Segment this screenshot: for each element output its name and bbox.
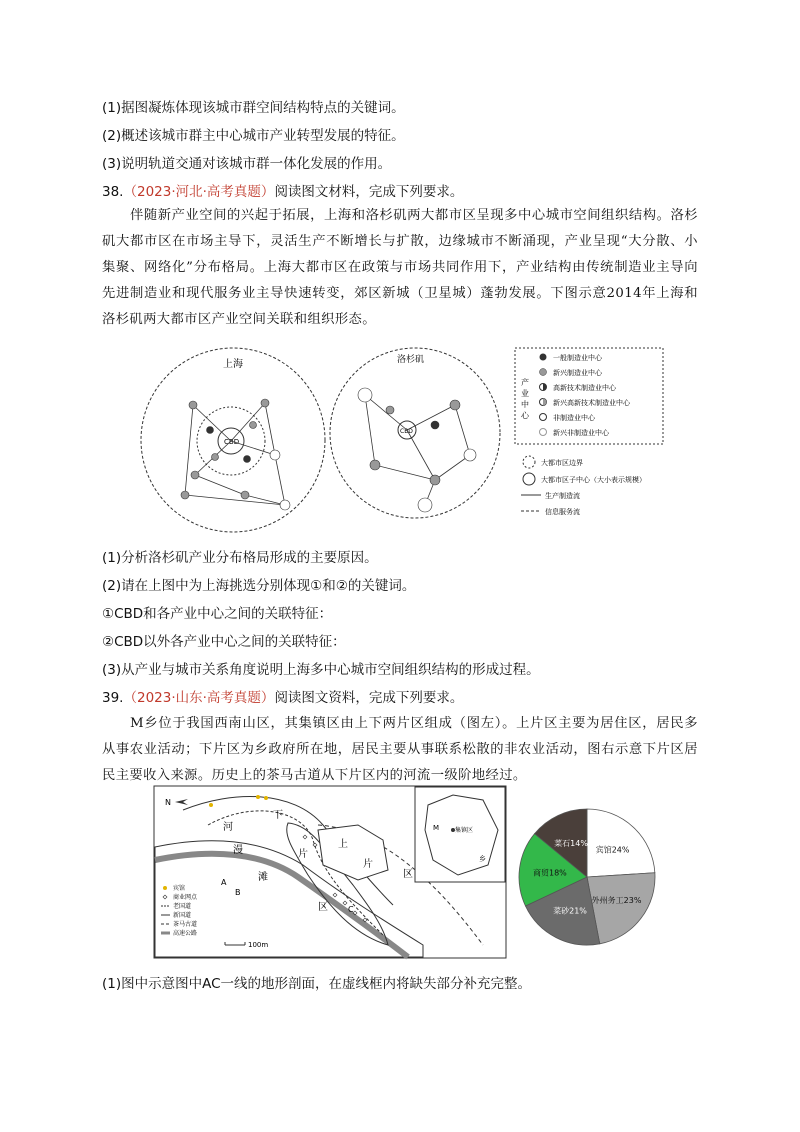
pie-slice-0 — [587, 809, 655, 877]
township-map — [153, 785, 508, 960]
svg-text:新国道: 新国道 — [173, 912, 192, 919]
q37-sub1: (1)据图凝炼体现该城市群空间结构特点的关键词。 — [102, 100, 405, 116]
svg-text:新兴高新技术制造业中心: 新兴高新技术制造业中心 — [553, 399, 630, 407]
svg-text:高新技术制造业中心: 高新技术制造业中心 — [553, 384, 616, 392]
svg-text:新兴制造业中心: 新兴制造业中心 — [553, 369, 602, 377]
q38-sub1: (1)分析洛杉矶产业分布格局形成的主要原因。 — [102, 550, 378, 566]
la-links — [365, 395, 470, 505]
q38-number: 38. — [102, 184, 124, 200]
q38-sub2: (2)请在上图中为上海挑选分别体现①和②的关键词。 — [102, 578, 416, 594]
svg-text:漫: 漫 — [233, 845, 243, 856]
inset-frame — [415, 787, 505, 882]
q39-sub1: (1)图中示意图中AC一线的地形剖面，在虚线框内将缺失部分补充完整。 — [102, 976, 532, 992]
q38-source: （2023·河北·高考真题） — [123, 184, 275, 200]
q38-item1: ①CBD和各产业中心之间的关联特征： — [102, 606, 333, 622]
q37-sub3: (3)说明轨道交通对该城市群一体化发展的作用。 — [102, 156, 392, 172]
q39-instruction: 阅读图文资料，完成下列要求。 — [274, 690, 464, 706]
pie-label-1: 外州务工23% — [591, 895, 642, 905]
svg-text:一般制造业中心: 一般制造业中心 — [553, 354, 602, 362]
q39-number: 39. — [102, 690, 124, 706]
q38-sub3: (3)从产业与城市关系角度说明上海多中心城市空间组织结构的形成过程。 — [102, 662, 540, 678]
svg-text:片: 片 — [363, 859, 373, 870]
svg-text:茶马古道: 茶马古道 — [173, 921, 198, 928]
pie-label-4: 菜石14% — [554, 839, 588, 849]
income-pie-chart — [515, 805, 660, 950]
legend-group-label: 产业中心 — [521, 378, 529, 420]
north-label: N — [165, 798, 171, 807]
q38-passage: 伴随新产业空间的兴起于拓展，上海和洛杉矶两大都市区呈现多中心城市空间组织结构。洛杉矶大都市区在市场主导下，灵活生产不断增长与扩散，边缘城市不断涌现，产业呈现“大分散、小集聚、网络化”分布格局。上海大都市区在政策与市场共同作用下，产业结构由传统制造业主导向先进制造业和现代服务业主导快速转变，郊区新城（卫星城）蓬勃发展。下图示意2014年上海和洛杉矶两大都市区产业空间关联和组织形态。 — [102, 208, 698, 327]
inset-m-label: M — [433, 824, 440, 832]
q38-header — [102, 180, 463, 200]
svg-text:100m: 100m — [248, 941, 269, 949]
la-centers — [358, 388, 476, 512]
svg-text:下: 下 — [273, 810, 283, 821]
svg-text:新兴非制造业中心: 新兴非制造业中心 — [553, 429, 609, 437]
svg-text:宾馆: 宾馆 — [173, 885, 186, 892]
svg-text:老国道: 老国道 — [173, 903, 192, 910]
svg-text:片: 片 — [298, 849, 308, 860]
la-label: 洛杉矶 — [397, 355, 425, 365]
svg-text:滩: 滩 — [258, 872, 268, 883]
q39-header — [102, 686, 463, 706]
pie-label-3: 商贸18% — [533, 868, 567, 878]
shanghai-label: 上海 — [223, 359, 243, 370]
q38-instruction: 阅读图文材料，完成下列要求。 — [274, 184, 464, 200]
q39-source: （2023·山东·高考真题） — [123, 690, 275, 706]
svg-text:上: 上 — [338, 839, 348, 850]
inset-town-label: 集镇区 — [455, 827, 474, 834]
svg-text:商业网点: 商业网点 — [173, 894, 198, 901]
svg-text:非制造业中心: 非制造业中心 — [553, 414, 595, 422]
q38-item2: ②CBD以外各产业中心之间的关联特征： — [102, 634, 346, 650]
svg-text:A: A — [221, 878, 227, 887]
shanghai-la-figure — [135, 345, 665, 535]
inset-xiang-label: 乡 — [479, 855, 486, 863]
legend-info-label: 信息服务流 — [545, 508, 580, 516]
svg-text:B: B — [235, 888, 241, 897]
legend-subcenter-icon — [523, 473, 535, 485]
pie-label-0: 宾馆24% — [595, 845, 630, 855]
legend-boundary-icon — [523, 456, 535, 468]
svg-text:C: C — [348, 905, 354, 914]
pie-label-2: 菜砂21% — [553, 906, 587, 916]
svg-text:高速公路: 高速公路 — [173, 930, 198, 937]
shanghai-centers — [181, 399, 290, 510]
legend-production-label: 生产制造流 — [545, 492, 580, 500]
legend-items — [540, 353, 631, 437]
la-cbd-label: CBD — [400, 428, 413, 435]
shanghai-cbd-label: CBD — [224, 438, 240, 446]
legend-boundary-label: 大都市区边界 — [541, 459, 583, 467]
svg-text:区: 区 — [403, 869, 413, 880]
svg-text:河: 河 — [223, 822, 233, 833]
q39-passage: M乡位于我国西南山区，其集镇区由上下两片区组成（图左）。上片区主要为居住区，居民多从事农业活动；下片区为乡政府所在地，居民主要从事联系松散的非农业活动，图右示意下片区居民主要收入来源。历史上的茶马古道从下片区内的河流一级阶地经过。 — [102, 716, 698, 783]
q37-sub2: (2)概述该城市群主中心城市产业转型发展的特征。 — [102, 128, 405, 144]
legend-subcenter-label: 大都市区子中心（大小表示规模） — [541, 476, 646, 484]
svg-text:区: 区 — [318, 902, 328, 913]
